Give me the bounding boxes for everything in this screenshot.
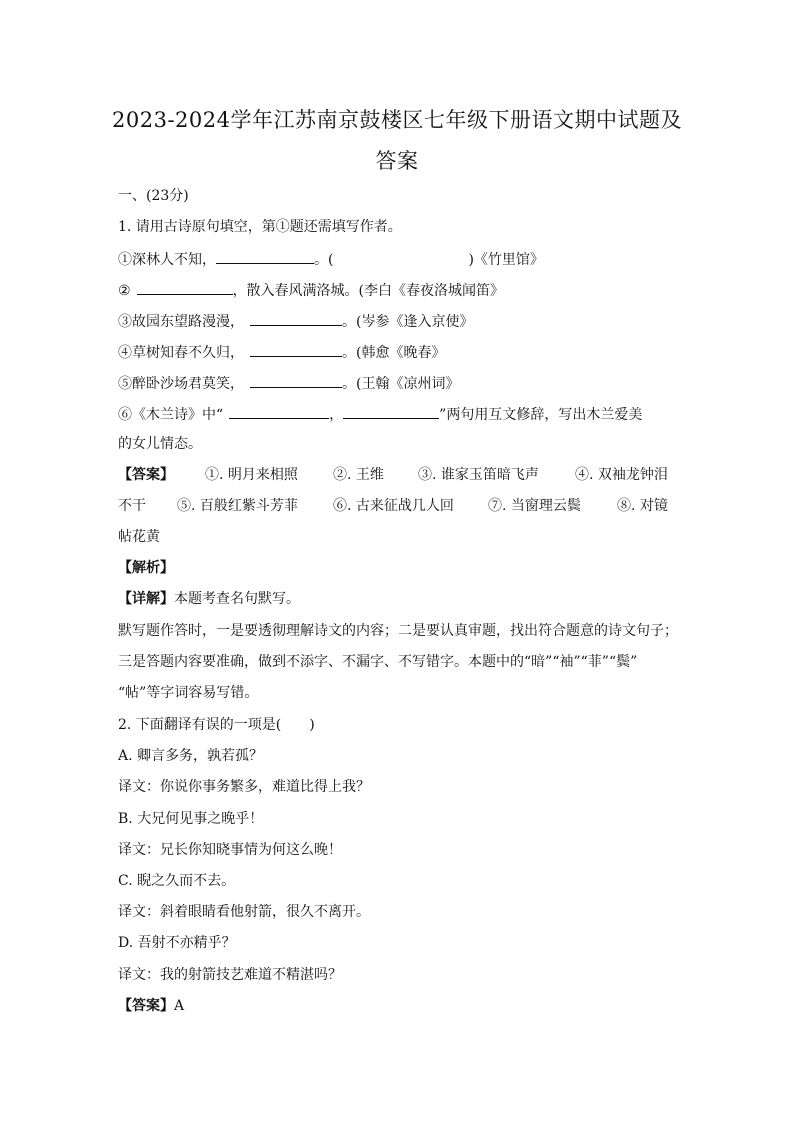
answer-item: 帖花黄 — [118, 529, 160, 545]
page-title-line-1: 2023-2024学年江苏南京鼓楼区七年级下册语文期中试题及 — [112, 108, 682, 132]
page-title-line-2: 答案 — [375, 149, 419, 173]
answer-item: ②. 王维 — [333, 467, 384, 483]
question-1-line-5 — [118, 373, 459, 393]
answer-label: 【答案】 — [118, 467, 174, 483]
answer-value: A — [174, 998, 185, 1014]
detail-label: 【详解】 — [118, 591, 174, 607]
option-c-translation: 译文：斜着眼睛看他射箭，很久不离开。 — [118, 904, 370, 920]
analysis-paragraph: 三是答题内容要准确，做到不添字、不漏字、不写错字。本题中的“暗”“袖”“菲”“鬓” — [118, 654, 638, 670]
answer-item: ⑤. 百般红紫斗芳菲 — [177, 498, 298, 514]
question-2-answer — [118, 997, 184, 1015]
answer-item: ④. 双袖龙钟泪 — [575, 467, 668, 483]
section-heading: 一、(23分) — [118, 188, 189, 204]
option-d-translation: 译文：我的射箭技艺难道不精湛吗？ — [118, 967, 342, 983]
answer-blank — [137, 280, 233, 295]
question-1-line-1 — [118, 249, 544, 269]
question-1-line-3 — [118, 311, 473, 331]
line-text: ③故园东望路漫漫， — [118, 314, 244, 330]
answer-item: ⑥. 古来征战几人回 — [333, 498, 454, 514]
line-text: 。(王翰《凉州词》 — [342, 376, 460, 392]
line-text: ④草树知春不久归， — [118, 345, 244, 361]
line-text: ② — [118, 283, 131, 299]
answer-blank — [250, 311, 342, 326]
line-text: ⑥《木兰诗》中“ — [118, 407, 224, 423]
option-b-translation: 译文：兄长你知晓事情为何这么晚！ — [118, 842, 342, 858]
question-1-line-6-cont: 的女儿情态。 — [118, 436, 202, 452]
line-text: ， — [329, 407, 344, 423]
question-1-line-6 — [118, 404, 642, 424]
answer-item: 不干 — [118, 498, 146, 514]
option-d: D. 吾射不亦精乎？ — [118, 935, 236, 951]
detail-line — [118, 590, 300, 608]
line-text: ⑤醉卧沙场君莫笑， — [118, 376, 244, 392]
answer-label: 【答案】 — [118, 998, 174, 1014]
answer-item: ①. 明月来相照 — [205, 467, 298, 483]
line-text: ”两句用互文修辞，写出木兰爱美 — [439, 407, 643, 423]
answer-item: ⑦. 当窗理云鬓 — [488, 498, 581, 514]
line-text: 。( — [314, 252, 334, 268]
option-a: A. 卿言多务，孰若孤？ — [118, 748, 264, 764]
line-text: ，散入春风满洛城。(李白《春夜洛城闻笛》 — [232, 283, 505, 299]
answer-blank — [229, 404, 329, 419]
analysis-paragraph: “帖”等字词容易写错。 — [118, 685, 259, 701]
line-text: 。(岑参《逢入京使》 — [342, 314, 474, 330]
line-text: )《竹里馆》 — [468, 252, 544, 268]
answer-blank — [250, 342, 342, 357]
line-text: ①深林人不知， — [118, 252, 216, 268]
answer-blank — [343, 404, 439, 419]
detail-text: 本题考查名句默写。 — [174, 591, 300, 607]
question-1-prompt: 1. 请用古诗原句填空，第①题还需填写作者。 — [118, 219, 402, 235]
answer-item: ⑧. 对镜 — [617, 498, 668, 514]
answer-blank — [216, 249, 314, 264]
line-text: 。(韩愈《晚春》 — [342, 345, 446, 361]
option-c: C. 睨之久而不去。 — [118, 873, 236, 889]
question-2-prompt: 2. 下面翻译有误的一项是( ) — [118, 717, 315, 733]
answer-item: ③. 谁家玉笛暗飞声 — [418, 467, 539, 483]
question-1-line-4 — [118, 342, 445, 362]
answer-blank — [250, 373, 342, 388]
option-a-translation: 译文：你说你事务繁多，难道比得上我？ — [118, 779, 370, 795]
analysis-label: 【解析】 — [118, 560, 174, 576]
question-1-line-2 — [118, 280, 504, 300]
option-b: B. 大兄何见事之晚乎！ — [118, 811, 264, 827]
analysis-paragraph: 默写题作答时，一是要透彻理解诗文的内容；二是要认真审题，找出符合题意的诗文句子； — [118, 623, 678, 639]
